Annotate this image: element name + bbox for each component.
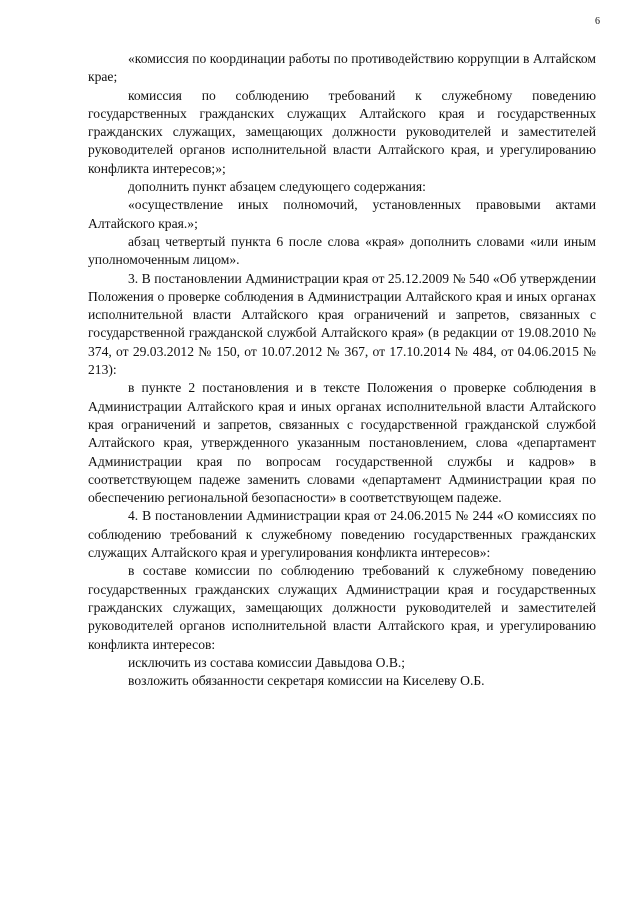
paragraph-other-powers: «осуществление иных полномочий, установленных правовыми актами Алтайского края.»; [88, 197, 596, 231]
page-number: 6 [595, 16, 600, 27]
paragraph-item-3: 3. В постановлении Администрации края от 25.12.2009 № 540 «Об утверждении Положения о проверке соблюдения в Администрации Алтайского края и иных органах исполнительной власти Алтайского края ограничений и запретов, связанных с государственной гражданской службой Алтайского края» (в редакции от 19.08.2010 № 374, от 29.03.2012 № 150, от 10.07.2012 № 367, от 17.10.2014 № 484, от 04.06.2015 № 213): [88, 270, 596, 378]
paragraph-clause-6: абзац четвертый пункта 6 после слова «края» дополнить словами «или иным уполномоченным лицом». [88, 233, 596, 268]
paragraph-item-4: 4. В постановлении Администрации края от 24.06.2015 № 244 «О комиссиях по соблюдению требований к служебному поведению государственных гражданских служащих Алтайского края и урегулирования конфликта интересов»: [88, 508, 596, 561]
paragraph-commission-conduct: комиссия по соблюдению требований к служебному поведению государственных гражданских служащих Алтайского края и государственных гражданских служащих, замещающих должности руководителей и заместителей руководителей органов исполнительной власти Алтайского края, и урегулированию конфликта интересов;»; [88, 87, 596, 176]
paragraph-item-3-text: в пункте 2 постановления и в тексте Положения о проверке соблюдения в Администрации Алтайского края и иных органах исполнительной власти Алтайского края ограничений и запретов, связанных с государственной гражданской службой Алтайского края, утвержденного указанным постановлением, слова «департамент Администрации края по вопросам государственной службы и кадров» в соответствующем падеже заменить словами «департамент Администрации края по обеспечению региональной безопасности» в соответствующем падеже. [88, 380, 596, 506]
paragraph-exclude-member: исключить из состава комиссии Давыдова О.В.; [128, 654, 406, 670]
paragraph-add-clause: дополнить пункт абзацем следующего содержания: [128, 179, 426, 195]
paragraph-commission-composition: в составе комиссии по соблюдению требований к служебному поведению государственных гражданских служащих Администрации края и государственных гражданских служащих, замещающих должности руководителей и заместителей руководителей органов исполнительной власти Алтайского края, и урегулированию конфликта интересов: [88, 563, 596, 652]
paragraph-assign-secretary: возложить обязанности секретаря комиссии на Киселеву О.Б. [128, 673, 485, 689]
document-body [88, 50, 596, 690]
paragraph-commission-corruption: «комиссия по координации работы по противодействию коррупции в Алтайском крае; [88, 51, 596, 85]
